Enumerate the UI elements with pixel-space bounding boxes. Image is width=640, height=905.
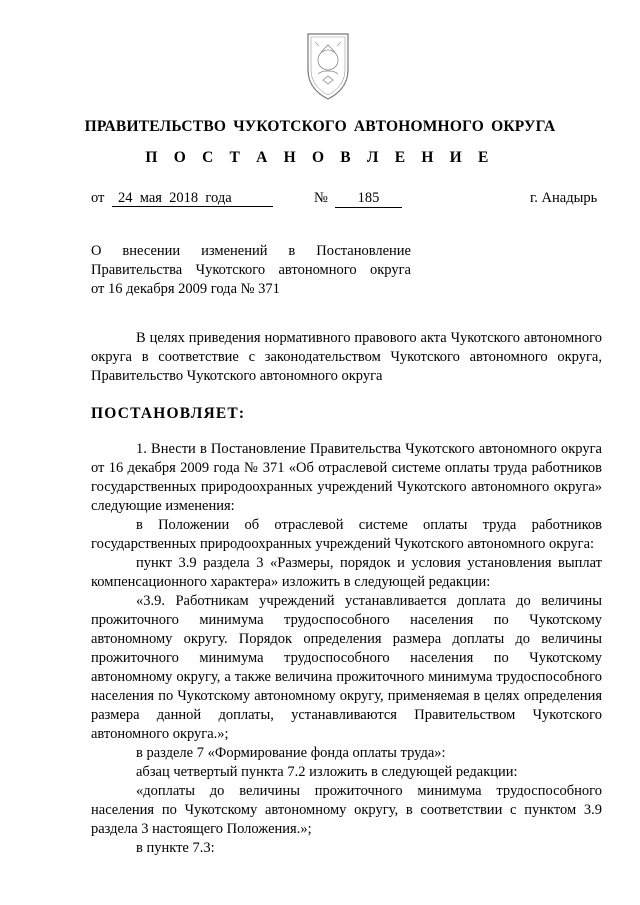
date-number-line xyxy=(0,190,640,212)
government-title: ПРАВИТЕЛЬСТВО ЧУКОТСКОГО АВТОНОМНОГО ОКРУГА xyxy=(84,118,556,135)
body-paragraph: «3.9. Работникам учреждений устанавливается доплата до величины прожиточного минимума трудоспособного населения по Чукотскому автономному округу. Порядок определения размера доплаты до величины прожиточного минимума трудоспособного населения по Чукотскому автономному округу, а также величина прожиточного минимума трудоспособного населения по Чукотскому автономному округу, применяемая в целях определения размера данной доплаты, устанавливаются Правительством Чукотского автономного округа.»; xyxy=(91,593,602,742)
body-paragraph: в разделе 7 «Формирование фонда оплаты труда»: xyxy=(136,745,446,761)
number-prefix: № xyxy=(314,190,328,206)
body-paragraph: абзац четвертый пункта 7.2 изложить в следующей редакции: xyxy=(136,764,518,780)
chukotka-coat-of-arms-icon xyxy=(303,30,353,102)
subject-line: от 16 декабря 2009 года № 371 xyxy=(91,281,280,297)
number-value: 185 xyxy=(335,190,402,208)
body-paragraph: 1. Внести в Постановление Правительства Чукотского автономного округа от 16 декабря 2009 года № 371 «Об отраслевой системе оплаты труда работников государственных природоохранных учреждений Чукотского автономного округа» следующие изменения: xyxy=(91,441,602,514)
body-paragraph: «доплаты до величины прожиточного минимума трудоспособного населения по Чукотскому автономному округу, в соответствии с пунктом 3.9 раздела 3 настоящего Положения.»; xyxy=(91,783,602,837)
resolve-heading: ПОСТАНОВЛЯЕТ: xyxy=(91,405,246,422)
place-name: г. Анадырь xyxy=(530,190,598,206)
date-value: 24 мая 2018 года xyxy=(112,190,273,207)
document-body xyxy=(91,329,602,858)
document-subject xyxy=(91,242,411,299)
document-type-title: П О С Т А Н О В Л Е Н И Е xyxy=(145,149,495,166)
body-paragraph: в Положении об отраслевой системе оплаты труда работников государственных природоохранных учреждений Чукотского автономного округа: xyxy=(91,517,602,552)
subject-line: Правительства Чукотского автономного округа xyxy=(91,262,411,278)
date-prefix: от xyxy=(91,190,105,206)
body-paragraph: пункт 3.9 раздела 3 «Размеры, порядок и условия установления выплат компенсационного характера» изложить в следующей редакции: xyxy=(91,555,602,590)
body-paragraph: в пункте 7.3: xyxy=(136,840,215,856)
preamble-paragraph: В целях приведения нормативного правового акта Чукотского автономного округа в соответствие с законодательством Чукотского автономного округа, Правительство Чукотского автономного округа xyxy=(91,330,602,384)
coat-of-arms-emblem xyxy=(303,30,353,102)
subject-line: О внесении изменений в Постановление xyxy=(91,243,411,259)
